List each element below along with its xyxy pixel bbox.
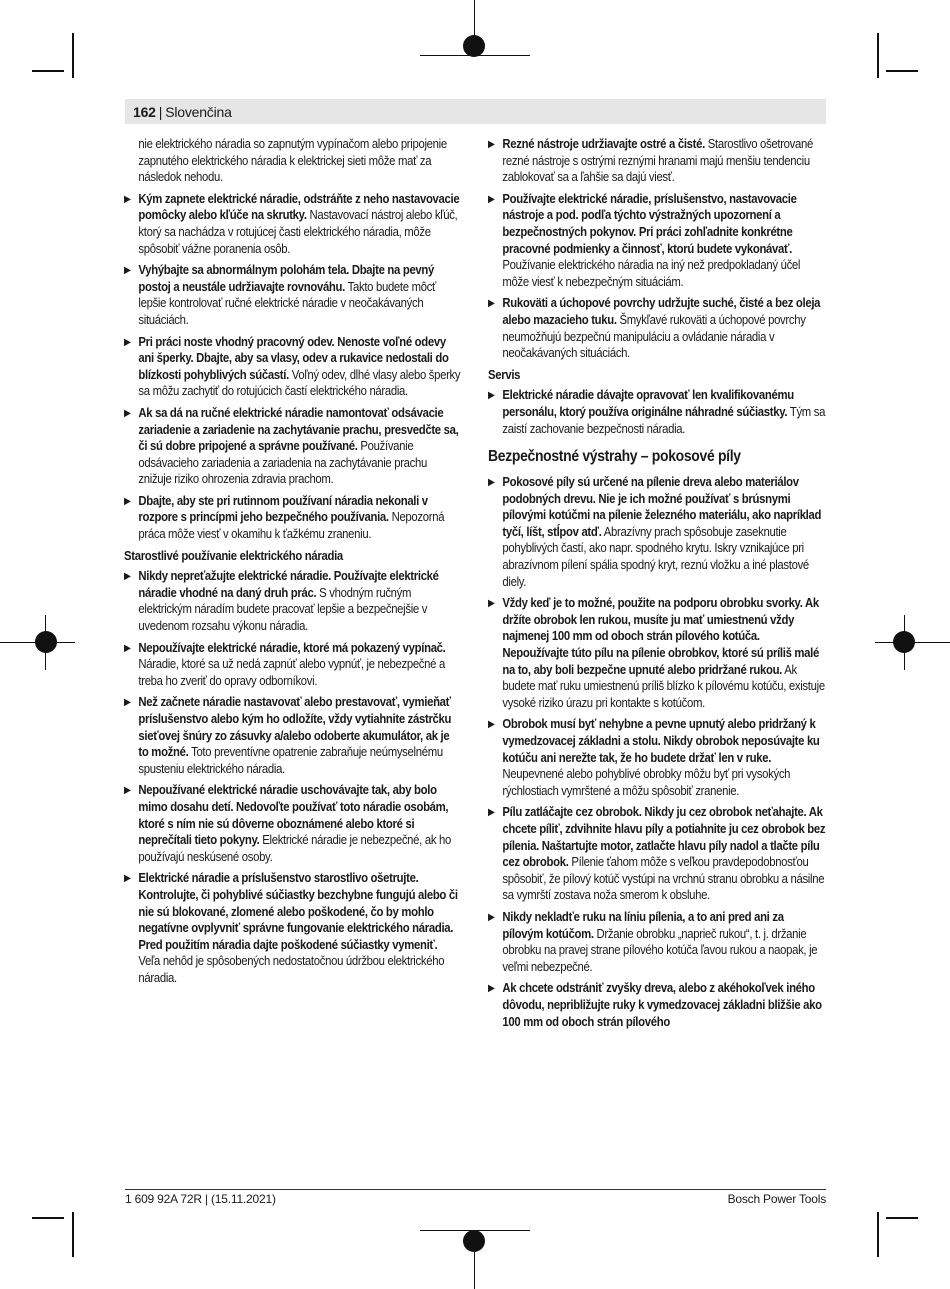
item-text: Nastavovací nástroj alebo kľúč, ktorý sa nachádza v rotujúcej časti elektrického náradia, môže spôsobiť vážne poranenia osôb. [138, 208, 458, 256]
list-item [488, 191, 826, 291]
item-text: Ak budete mať ruku umiestnenú príliš blízko k pílovému kotúču, existuje vysoké riziko úrazu pri kontakte s kotúčom. [502, 662, 825, 710]
list-item [488, 387, 826, 437]
bullet-icon: ▶ [488, 983, 495, 995]
item-text: S vhodným ručným elektrickým náradím budete pracovať lepšie a bezpečnejšie v uvedenom rozsahu výkonu náradia. [138, 585, 428, 634]
bullet-icon: ▶ [488, 390, 495, 402]
item-text: Veľa nehôd je spôsobených nedostatočnou údržbou elektrického náradia. [138, 954, 445, 985]
item-bold: Nikdy nepreťažujte elektrické náradie. Používajte elektrické náradie vhodné na daný druh prác. [138, 569, 439, 600]
list-item [488, 980, 826, 1030]
section-subheading: Servis [488, 367, 521, 382]
list-item [124, 334, 462, 400]
page-number: 162 [133, 103, 156, 120]
item-text: Elektrické náradie je nebezpečné, ak ho používajú neskúsené osoby. [138, 833, 451, 864]
bullet-icon: ▶ [488, 193, 495, 205]
bullet-icon: ▶ [488, 911, 495, 923]
crop-mark [32, 70, 64, 72]
item-text: Náradie, ktoré sa už nedá zapnúť alebo vypnúť, je nebezpečné a treba ho zveriť do opravy odborníkovi. [138, 657, 445, 688]
footer-rule [125, 1189, 826, 1190]
item-text: Toto preventívne opatrenie zabraňuje neúmyselnému spusteniu elektrického náradia. [138, 745, 443, 776]
list-item [124, 870, 462, 986]
bullet-icon: ▶ [124, 495, 131, 507]
list-item [488, 595, 826, 711]
registration-dot [463, 35, 485, 57]
item-bold: Ak chcete odstrániť zvyšky dreva, alebo z akéhokoľvek iného dôvodu, nepribližujte ruky k vymedzovacej základni bližšie ako 100 mm od oboch strán pílového [502, 981, 822, 1029]
item-text: Šmykľavé rukoväti a úchopové povrchy neumožňujú bezpečnú manipuláciu a ovládanie náradia v neočakávaných situáciách. [502, 312, 806, 361]
right-column [488, 136, 826, 1035]
item-bold: Nepoužívané elektrické náradie uschovávajte tak, aby bolo mimo dosahu detí. Nedovoľte používať toto náradie osobám, ktoré s ním nie sú dôverne oboznámené alebo ktoré si neprečítali tieto pokyny. [138, 783, 449, 848]
item-bold: Obrobok musí byť nehybne a pevne upnutý alebo pridržaný k vymedzovacej základni a stolu. Nikdy obrobok neposúvajte ku kotúču ani nerežte tak, že ho budete držať len v ruke. [502, 717, 820, 765]
list-item [124, 568, 462, 634]
list-item [488, 804, 826, 904]
crop-mark [72, 33, 74, 78]
item-bold: Kým zapnete elektrické náradie, odstráňte z neho nastavovacie pomôcky alebo kľúče na skrutky. [138, 191, 460, 223]
list-item [124, 405, 462, 488]
item-bold: Rezné nástroje udržiavajte ostré a čisté. [502, 137, 705, 151]
bullet-icon: ▶ [488, 719, 495, 731]
list-item [488, 136, 826, 186]
header-language: Slovenčina [165, 103, 232, 120]
item-bold: Nikdy nekladťe ruku na líniu pílenia, a to ani pred ani za pílovým kotúčom. [502, 909, 784, 941]
item-bold: Ak sa dá na ručné elektrické náradie namontovať odsávacie zariadenie a zariadenie na zachytávanie prachu, presvedčte sa, či sú dobre pripojené a správne používané. [138, 405, 459, 454]
list-item [124, 694, 462, 777]
bullet-icon: ▶ [124, 265, 131, 277]
item-bold: Používajte elektrické náradie, príslušenstvo, nastavovacie nástroje a pod. podľa týchto výstražných upozornení a bezpečnostných pokynov. Pri práci zohľadnite konkrétne pracovné podmienky a činnosť, ktorú budete vykonávať. [502, 191, 797, 256]
item-bold: Dbajte, aby ste pri rutinnom používaní náradia nekonali v rozpore s princípmi jeho bezpečného používania. [138, 493, 428, 525]
item-text: Neupevnené alebo pohyblivé obrobky môžu byť pri vysokých rýchlostiach vymrštené a môžu spôsobiť zranenie. [502, 767, 791, 798]
registration-dot [893, 631, 915, 653]
item-bold: Vyhýbajte sa abnormálnym polohám tela. Dbajte na pevný postoj a neustále udržiavajte rovnováhu. [138, 263, 435, 294]
crop-mark [32, 1217, 64, 1219]
crop-mark [886, 70, 918, 72]
item-text: Nepozorná práca môže viesť v okamihu k ťažkému zraneniu. [138, 510, 445, 542]
item-bold: Rukoväti a úchopové povrchy udržujte suché, čisté a bez oleja alebo mazacieho tuku. [502, 296, 821, 327]
list-item [488, 716, 826, 799]
crop-mark [877, 1212, 879, 1257]
list-item [488, 474, 826, 590]
continued-text: nie elektrického náradia so zapnutým vypínačom alebo pripojenie zapnutého elektrického náradia k elektrickej sieti môže mať za následok nehodu. [138, 137, 447, 185]
item-bold: Nepoužívajte elektrické náradie, ktoré má pokazený vypínač. [138, 640, 446, 655]
item-text: Pílenie ťahom môže s veľkou pravdepodobnosťou spôsobiť, že pílový kotúč vystúpi na vrchnú stranu obrobku a násilne sa vymrští zostava noža smerom k obsluhe. [502, 855, 825, 903]
crop-mark [886, 1217, 918, 1219]
section-subheading: Starostlivé používanie elektrického náradia [124, 548, 343, 563]
header-separator: | [158, 103, 163, 120]
item-text: Používanie odsávacieho zariadenia a zariadenia na zachytávanie prachu znižuje riziko ohrozenia zdravia prachom. [138, 439, 428, 487]
bullet-icon: ▶ [488, 139, 495, 150]
list-item [124, 493, 462, 543]
bullet-icon: ▶ [488, 298, 495, 310]
item-bold: Elektrické náradie a príslušenstvo starostlivo ošetrujte. Kontrolujte, či pohyblivé súčiastky bezchybne fungujú alebo či nie sú blokované, zlomené alebo poškodené, čo by mohlo negatívne ovplyvniť správne fungovanie elektrického náradia. Pred použitím náradia dajte poškodené súčiastky vymeniť. [138, 871, 458, 952]
bullet-icon: ▶ [488, 807, 495, 819]
section-heading: Bezpečnostné výstrahy – pokosové píly [488, 448, 741, 466]
footer-doc-number: 1 609 92A 72R | (15.11.2021) [125, 1192, 276, 1206]
footer-brand: Bosch Power Tools [727, 1192, 826, 1206]
page-header [125, 99, 826, 124]
bullet-icon: ▶ [124, 336, 131, 348]
bullet-icon: ▶ [488, 477, 495, 489]
bullet-icon: ▶ [124, 407, 131, 419]
item-text: Starostlivo ošetrované rezné nástroje s ostrými reznými hranami majú menšiu tendenciu zablokovať sa a ľahšie sa dajú viesť. [502, 137, 813, 185]
list-item [124, 191, 462, 257]
registration-dot [35, 631, 57, 653]
bullet-icon: ▶ [124, 642, 131, 654]
crop-mark [877, 33, 879, 78]
list-item [124, 782, 462, 865]
item-bold: Pri práci noste vhodný pracovný odev. Nenoste voľné odevy ani šperky. Dbajte, aby sa vlasy, odev a rukavice nedostali do blízkosti pohyblivých súčastí. [138, 334, 449, 382]
bullet-icon: ▶ [124, 571, 131, 583]
bullet-icon: ▶ [124, 193, 131, 205]
list-item [488, 909, 826, 975]
item-bold: Pílu zatláčajte cez obrobok. Nikdy ju cez obrobok neťahajte. Ak chcete píliť, zdvihnite hlavu píly a potiahnite ju cez obrobok bez pílenia. Naštartujte motor, zatlačte hlavu píly nadol a tlačte pílu cez obrobok. [502, 805, 826, 870]
list-item [124, 262, 462, 328]
bullet-icon: ▶ [124, 697, 131, 709]
bullet-icon: ▶ [488, 598, 495, 610]
item-bold: Elektrické náradie dávajte opravovať len kvalifikovanému personálu, ktorý používa originálne náhradné súčiastky. [502, 388, 794, 419]
list-item [488, 295, 826, 361]
item-text: Tým sa zaistí zachovanie bezpečnosti náradia. [502, 404, 826, 436]
item-bold: Než začnete náradie nastavovať alebo prestavovať, vymieňať príslušenstvo alebo kým ho odložíte, vždy vytiahnite zástrčku sieťovej šnúry zo zásuvky a/alebo odoberte akumulátor, ak je to možné. [138, 695, 452, 760]
item-bold: Vždy keď je to možné, použite na podporu obrobku svorky. Ak držíte obrobok len rukou, musíte ju mať umiestnenú vždy najmenej 100 mm od oboch strán pílového kotúča. Nepoužívajte túto pílu na pílenie obrobkov, ktoré sú príliš malé na to, aby boli bezpečne upnuté alebo pridržané rukou. [502, 596, 819, 677]
registration-dot [463, 1230, 485, 1252]
item-text: Abrazívny prach spôsobuje zaseknutie pohyblivých častí, ako napr. spodného krytu. Iskry vznikajúce pri abrazívnom pílení spália spodný kryt, reznú vložku a iné plastové diely. [502, 524, 809, 589]
bullet-icon: ▶ [124, 785, 131, 797]
list-item [124, 640, 462, 690]
item-text: Používanie elektrického náradia na iný než predpokladaný účel môže viesť k nebezpečným situáciám. [502, 258, 801, 289]
item-text: Takto budete môcť lepšie kontrolovať ručné elektrické náradie v neočakávaných situáciách. [138, 279, 436, 327]
item-text: Držanie obrobku „naprieč rukou“, t. j. držanie obrobku na pravej strane pílového kotúča ľavou rukou a naopak, je veľmi nebezpečné. [502, 926, 818, 974]
crop-mark [72, 1212, 74, 1257]
item-text: Voľný odev, dlhé vlasy alebo šperky sa môžu zachytiť do rotujúcich častí elektrického náradia. [138, 367, 461, 399]
item-bold: Pokosové píly sú určené na pílenie dreva alebo materiálov podobných drevu. Nie je ich možné používať s brúsnymi pílovými kotúčmi na pílenie železného materiálu, ako napríklad tyčí, líšt, stĺpov atď. [502, 475, 822, 539]
left-column [124, 136, 462, 992]
bullet-icon: ▶ [124, 873, 131, 885]
registration-line [474, 1252, 475, 1289]
